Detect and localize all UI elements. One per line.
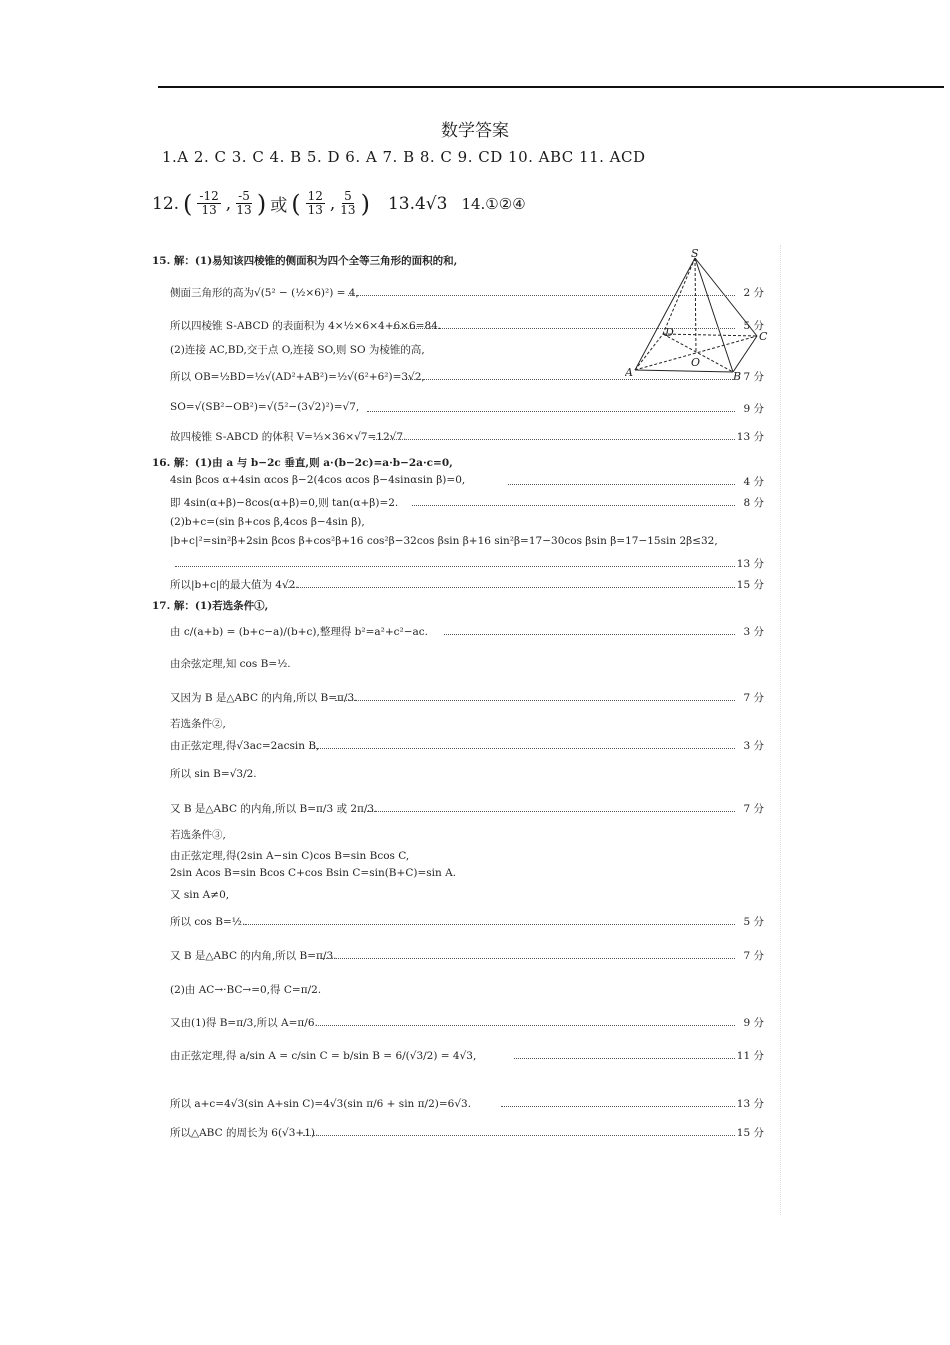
fill-in-answers: 12. ( $\frac{-12}{13}$ , $\frac{-5}{13}$ ) 或 ( $\frac{12}{13}$ , $\frac{5}{13}$ ) 13.4√3 14.①②④ xyxy=(152,189,526,218)
q12-label: 12. xyxy=(152,193,180,214)
dot-leader xyxy=(501,1106,735,1107)
dot-leader xyxy=(444,634,735,635)
score-points: 7 分 xyxy=(743,371,764,383)
label-s: S xyxy=(691,248,699,260)
solution-line: 即 4sin(α+β)−8cos(α+β)=0,则 tan(α+β)=2. xyxy=(170,497,399,509)
dot-leader xyxy=(322,958,735,959)
dot-leader xyxy=(348,295,735,296)
dot-leader xyxy=(175,566,735,567)
score-points: 5 分 xyxy=(743,320,764,332)
solution-line: 所以 cos B=½. xyxy=(170,916,246,928)
solution-line: 故四棱锥 S-ABCD 的体积 V=⅓×36×√7=12√7. xyxy=(170,431,407,443)
score-points: 3 分 xyxy=(743,740,764,752)
solution-line: 15. 解：(1)易知该四棱锥的侧面积为四个全等三角形的面积的和, xyxy=(152,255,458,267)
dot-leader xyxy=(393,328,735,329)
solution-line: 又 B 是△ABC 的内角,所以 B=π/3 或 2π/3. xyxy=(170,803,378,815)
solution-line: 所以四棱锥 S-ABCD 的表面积为 4×½×6×4+6×6=84. xyxy=(170,320,442,332)
score-points: 11 分 xyxy=(736,1050,764,1062)
solution-line: 由正弦定理,得√3ac=2acsin B, xyxy=(170,740,320,752)
open-paren: ( xyxy=(183,189,193,218)
header-rule xyxy=(158,86,944,88)
score-points: 13 分 xyxy=(736,558,764,570)
fraction-3: $\frac{12}{13}$ xyxy=(307,189,323,217)
open-paren-2: ( xyxy=(291,189,301,218)
scan-edge xyxy=(780,245,781,1215)
solution-line: 由 c/(a+b) = (b+c−a)/(b+c),整理得 b²=a²+c²−ac. xyxy=(170,626,429,638)
fraction-4: $\frac{5}{13}$ xyxy=(340,189,356,217)
dot-leader xyxy=(335,700,735,701)
page-title: 数学答案 xyxy=(441,121,509,141)
score-points: 5 分 xyxy=(743,916,764,928)
dot-leader xyxy=(412,505,735,506)
solution-line: 由正弦定理,得 a/sin A = c/sin C = b/sin B = 6/(√3/2) = 4√3, xyxy=(170,1050,477,1062)
close-paren: ) xyxy=(256,189,267,218)
dot-leader xyxy=(245,924,735,925)
label-a: A xyxy=(625,366,633,379)
q13-answer: 13.4√3 xyxy=(387,193,448,214)
dot-leader xyxy=(367,811,735,812)
dot-leader xyxy=(316,1025,735,1026)
close-paren-2: ) xyxy=(360,189,370,218)
dot-leader xyxy=(514,1058,735,1059)
score-points: 9 分 xyxy=(743,1017,764,1029)
fraction-1: $\frac{-12}{13}$ xyxy=(199,189,219,217)
dot-leader xyxy=(367,411,735,412)
solution-line: SO=√(SB²−OB²)=√(5²−(3√2)²)=√7, xyxy=(170,401,360,413)
or-text: 或 xyxy=(270,196,288,216)
label-b: B xyxy=(733,370,742,383)
q14-answer: 14.①②④ xyxy=(461,194,526,213)
solution-line: 又 B 是△ABC 的内角,所以 B=π/3. xyxy=(170,950,337,962)
solution-line: (2)连接 AC,BD,交于点 O,连接 SO,则 SO 为棱锥的高, xyxy=(170,344,425,356)
solution-line: 由余弦定理,知 cos B=½. xyxy=(170,658,291,670)
dot-leader xyxy=(508,484,735,485)
solution-line: 若选条件③, xyxy=(170,829,226,841)
label-d: D xyxy=(665,326,674,339)
solution-line: (2)由 AC→·BC→=0,得 C=π/2. xyxy=(170,984,322,996)
pyramid-figure xyxy=(625,248,775,383)
solution-line: 又因为 B 是△ABC 的内角,所以 B=π/3. xyxy=(170,692,358,704)
score-points: 3 分 xyxy=(743,626,764,638)
solution-line: 若选条件②, xyxy=(170,718,226,730)
score-points: 15 分 xyxy=(736,579,764,591)
solution-line: 所以 OB=½BD=½√(AD²+AB²)=½√(6²+6²)=3√2, xyxy=(170,371,425,383)
score-points: 2 分 xyxy=(743,287,764,299)
solution-line: 2sin Acos B=sin Bcos C+cos Bsin C=sin(B+C)=sin A. xyxy=(170,867,457,879)
solution-line: 又由(1)得 B=π/3,所以 A=π/6. xyxy=(170,1017,318,1029)
score-points: 13 分 xyxy=(736,1098,764,1110)
solution-line: |b+c|²=sin²β+2sin βcos β+cos²β+16 cos²β−32cos βsin β+16 sin²β=17−30cos βsin β=17−15sin 2β≤32, xyxy=(170,535,718,547)
solution-line: 由正弦定理,得(2sin A−sin C)cos B=sin Bcos C, xyxy=(170,850,410,862)
solution-line: 4sin βcos α+4sin αcos β−2(4cos αcos β−4sinαsin β)=0, xyxy=(170,474,466,486)
solution-line: 17. 解：(1)若选条件①, xyxy=(152,600,269,612)
solution-line: 所以 sin B=√3/2. xyxy=(170,768,257,780)
solution-line: 又 sin A≠0, xyxy=(170,889,230,901)
dot-leader xyxy=(284,587,735,588)
score-points: 13 分 xyxy=(736,431,764,443)
solution-line: 所以 a+c=4√3(sin A+sin C)=4√3(sin π/6 + sin π/2)=6√3. xyxy=(170,1098,472,1110)
score-points: 9 分 xyxy=(743,403,764,415)
score-points: 7 分 xyxy=(743,950,764,962)
label-c: C xyxy=(759,330,768,343)
label-o: O xyxy=(691,356,701,369)
solution-line: 16. 解：(1)由 a 与 b−2c 垂直,则 a·(b−2c)=a·b−2a·c=0, xyxy=(152,457,453,469)
fraction-2: $\frac{-5}{13}$ xyxy=(236,189,252,217)
solution-line: 所以|b+c|的最大值为 4√2. xyxy=(170,579,299,591)
solution-line: 所以△ABC 的周长为 6(√3+1). xyxy=(170,1127,319,1139)
multiple-choice-answers: 1.A 2. C 3. C 4. B 5. D 6. A 7. B 8. C 9. CD 10. ABC 11. ACD xyxy=(162,148,646,166)
solution-line: 侧面三角形的高为√(5² − (½×6)²) = 4, xyxy=(170,287,359,299)
dot-leader xyxy=(373,439,735,440)
dot-leader xyxy=(309,748,735,749)
dot-leader xyxy=(303,1135,735,1136)
solution-line: (2)b+c=(sin β+cos β,4cos β−4sin β), xyxy=(170,516,365,528)
score-points: 4 分 xyxy=(743,476,764,488)
score-points: 7 分 xyxy=(743,803,764,815)
score-points: 15 分 xyxy=(736,1127,764,1139)
score-points: 7 分 xyxy=(743,692,764,704)
score-points: 8 分 xyxy=(743,497,764,509)
dot-leader xyxy=(405,379,735,380)
